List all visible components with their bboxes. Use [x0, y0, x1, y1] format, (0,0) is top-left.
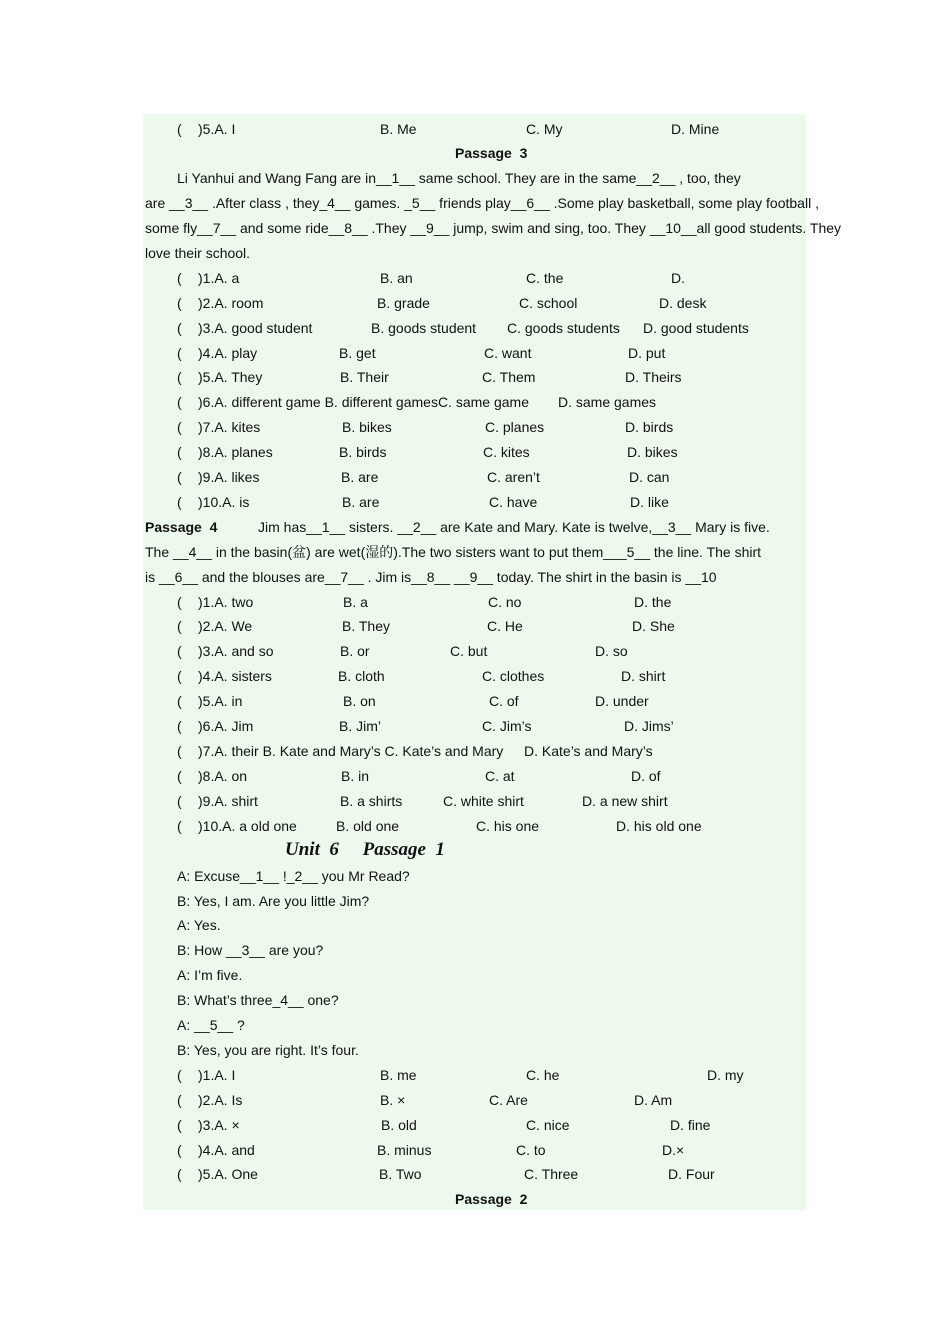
- dialogue-line: B: How __3__ are you?: [177, 942, 324, 958]
- option-c: C. goods students: [507, 320, 620, 336]
- option-d: D. can: [629, 469, 670, 485]
- option-b: B. grade: [377, 295, 430, 311]
- option-b: B. birds: [339, 444, 387, 460]
- option-c: C. My: [526, 121, 563, 137]
- option-d: D. birds: [625, 419, 674, 435]
- option-d: D. so: [595, 643, 628, 659]
- question-stem: )1.A. I: [198, 1067, 236, 1083]
- dialogue-line: B: What’s three_4__ one?: [177, 992, 339, 1008]
- answer-paren[interactable]: (: [177, 369, 182, 385]
- passage3-line-4: love their school.: [145, 245, 251, 261]
- option-b: B. me: [380, 1067, 417, 1083]
- option-b: B. goods student: [371, 320, 477, 336]
- dialogue-line: B: Yes, you are right. It’s four.: [177, 1042, 359, 1058]
- question-stem: )10.A. is: [198, 494, 250, 510]
- option-c: C. kites: [483, 444, 530, 460]
- option-b: B. old: [381, 1117, 417, 1133]
- option-d: D. Mine: [671, 121, 720, 137]
- option-b: B. an: [380, 270, 413, 286]
- option-b: B. ×: [380, 1092, 406, 1108]
- option-c: C. Three: [524, 1166, 579, 1182]
- option-c: C. have: [489, 494, 538, 510]
- unit6-title: Unit 6 Passage 1: [285, 839, 445, 860]
- option-b: B. are: [342, 494, 380, 510]
- option-d: D. Theirs: [625, 369, 682, 385]
- answer-paren[interactable]: (: [177, 1067, 182, 1083]
- question-stem: )2.A. We: [198, 618, 253, 634]
- option-c: C. he: [526, 1067, 560, 1083]
- option-b: B. a shirts: [340, 793, 403, 809]
- answer-paren[interactable]: (: [177, 121, 182, 137]
- question-stem: )5.A. One: [198, 1166, 258, 1182]
- answer-paren[interactable]: (: [177, 494, 182, 510]
- answer-paren[interactable]: (: [177, 718, 182, 734]
- answer-paren[interactable]: (: [177, 793, 182, 809]
- option-c: C. to: [516, 1142, 546, 1158]
- question-stem: )9.A. shirt: [198, 793, 258, 809]
- question-stem: )4.A. play: [198, 345, 258, 361]
- option-b: B. Their: [340, 369, 389, 385]
- question-stem: )9.A. likes: [198, 469, 260, 485]
- option-d: D. same games: [558, 394, 657, 410]
- option-b: B. minus: [377, 1142, 432, 1158]
- dialogue-line: B: Yes, I am. Are you little Jim?: [177, 893, 370, 909]
- option-b: B. Jim’: [339, 718, 381, 734]
- option-c: C. planes: [485, 419, 545, 435]
- option-b: B. Two: [379, 1166, 422, 1182]
- passage3-line-3: some fly__7__ and some ride__8__ .They __9__ jump, swim and sing, too. They __10__all good students. They: [145, 220, 842, 236]
- option-c: C. Them: [482, 369, 536, 385]
- answer-paren[interactable]: (: [177, 768, 182, 784]
- option-c: C. no: [488, 594, 522, 610]
- passage2-title: Passage 2: [455, 1191, 528, 1207]
- question-stem: )5.A. I: [198, 121, 236, 137]
- answer-paren[interactable]: (: [177, 693, 182, 709]
- dialogue-line: A: I’m five.: [177, 967, 243, 983]
- dialogue-line: A: Yes.: [177, 917, 221, 933]
- option-b: B. old one: [336, 818, 400, 834]
- option-d: D. the: [634, 594, 672, 610]
- option-d: D. put: [628, 345, 666, 361]
- option-d: D. desk: [659, 295, 707, 311]
- option-d: D. Jims’: [624, 718, 674, 734]
- option-b: B. They: [342, 618, 390, 634]
- answer-paren[interactable]: (: [177, 643, 182, 659]
- answer-paren[interactable]: (: [177, 743, 182, 759]
- question-stem: )1.A. a: [198, 270, 240, 286]
- option-d: D. like: [630, 494, 669, 510]
- option-d: D. my: [707, 1067, 744, 1083]
- answer-paren[interactable]: (: [177, 1117, 182, 1133]
- question-stem: )6.A. Jim: [198, 718, 254, 734]
- answer-paren[interactable]: (: [177, 818, 182, 834]
- answer-paren[interactable]: (: [177, 469, 182, 485]
- passage3-line-1: Li Yanhui and Wang Fang are in__1__ same school. They are in the same__2__ , too, they: [177, 170, 741, 186]
- passage4-line-1: Jim has__1__ sisters. __2__ are Kate and Mary. Kate is twelve,__3__ Mary is five.: [258, 519, 770, 535]
- option-c: C. at: [485, 768, 515, 784]
- passage4-line-3: is __6__ and the blouses are__7__ . Jim is__8__ __9__ today. The shirt in the basin is __10: [145, 569, 717, 585]
- question-stem: )3.A. ×: [198, 1117, 240, 1133]
- option-d: D. good students: [643, 320, 749, 336]
- option-d: D. Kate’s and Mary’s: [524, 743, 653, 759]
- answer-paren[interactable]: (: [177, 594, 182, 610]
- option-d: D. Four: [668, 1166, 715, 1182]
- option-c: C. the: [526, 270, 564, 286]
- answer-paren[interactable]: (: [177, 1166, 182, 1182]
- question-stem: )5.A. They: [198, 369, 263, 385]
- question-stem: )4.A. and: [198, 1142, 255, 1158]
- answer-paren[interactable]: (: [177, 668, 182, 684]
- option-c: C. want: [484, 345, 532, 361]
- option-d: D. a new shirt: [582, 793, 668, 809]
- question-stem: )10.A. a old one: [198, 818, 297, 834]
- option-d: D. of: [631, 768, 661, 784]
- answer-paren[interactable]: (: [177, 295, 182, 311]
- option-d: D.: [671, 270, 685, 286]
- option-d: D. Am: [634, 1092, 673, 1108]
- option-c: C. of: [489, 693, 519, 709]
- option-c: C. aren’t: [487, 469, 540, 485]
- option-d: D. fine: [670, 1117, 711, 1133]
- question-stem: )1.A. two: [198, 594, 254, 610]
- answer-paren[interactable]: (: [177, 618, 182, 634]
- option-b: B. in: [341, 768, 370, 784]
- dialogue-line: A: __5__ ?: [177, 1017, 245, 1033]
- passage3-title: Passage 3: [455, 145, 528, 161]
- answer-paren[interactable]: (: [177, 444, 182, 460]
- question-stem: )2.A. room: [198, 295, 264, 311]
- passage4-title: Passage 4: [145, 519, 218, 535]
- answer-paren[interactable]: (: [177, 320, 182, 336]
- option-d: D. She: [632, 618, 675, 634]
- answer-paren[interactable]: (: [177, 1092, 182, 1108]
- question-stem: )6.A. different game B. different gamesC. same game: [198, 394, 529, 410]
- dialogue-line: A: Excuse__1__ !_2__ you Mr Read?: [177, 868, 410, 884]
- answer-paren[interactable]: (: [177, 1142, 182, 1158]
- option-c: C. nice: [526, 1117, 570, 1133]
- option-c: C. white shirt: [443, 793, 524, 809]
- passage3-line-2: are __3__ .After class , they_4__ games. _5__ friends play__6__ .Some play basketball, some play football ,: [145, 195, 819, 211]
- question-stem: )8.A. planes: [198, 444, 273, 460]
- option-b: B. are: [341, 469, 379, 485]
- option-c: C. Are: [489, 1092, 528, 1108]
- option-c: C. but: [450, 643, 488, 659]
- option-b: B. bikes: [342, 419, 392, 435]
- option-b: B. a: [343, 594, 368, 610]
- option-c: C. He: [487, 618, 523, 634]
- option-d: D. shirt: [621, 668, 666, 684]
- answer-paren[interactable]: (: [177, 394, 182, 410]
- option-c: C. clothes: [482, 668, 545, 684]
- option-d: D.×: [662, 1142, 685, 1158]
- option-c: C. Jim’s: [482, 718, 532, 734]
- option-d: D. his old one: [616, 818, 702, 834]
- option-c: C. his one: [476, 818, 540, 834]
- question-stem: )4.A. sisters: [198, 668, 272, 684]
- option-b: B. on: [343, 693, 376, 709]
- option-b: B. get: [339, 345, 376, 361]
- passage4-line-2: The __4__ in the basin(盆) are wet(湿的).The two sisters want to put them___5__ the line. The shirt: [145, 544, 762, 560]
- question-stem: )3.A. and so: [198, 643, 274, 659]
- option-b: B. or: [340, 643, 370, 659]
- answer-paren[interactable]: (: [177, 419, 182, 435]
- question-stem: )7.A. kites: [198, 419, 261, 435]
- question-stem: )5.A. in: [198, 693, 243, 709]
- question-stem: )8.A. on: [198, 768, 248, 784]
- option-d: D. under: [595, 693, 649, 709]
- question-stem: )2.A. Is: [198, 1092, 243, 1108]
- option-d: D. bikes: [627, 444, 678, 460]
- answer-paren[interactable]: (: [177, 345, 182, 361]
- question-stem: )3.A. good student: [198, 320, 313, 336]
- option-b: B. cloth: [338, 668, 385, 684]
- question-stem: )7.A. their B. Kate and Mary’s C. Kate’s and Mary: [198, 743, 504, 759]
- answer-paren[interactable]: (: [177, 270, 182, 286]
- option-b: B. Me: [380, 121, 417, 137]
- option-c: C. school: [519, 295, 578, 311]
